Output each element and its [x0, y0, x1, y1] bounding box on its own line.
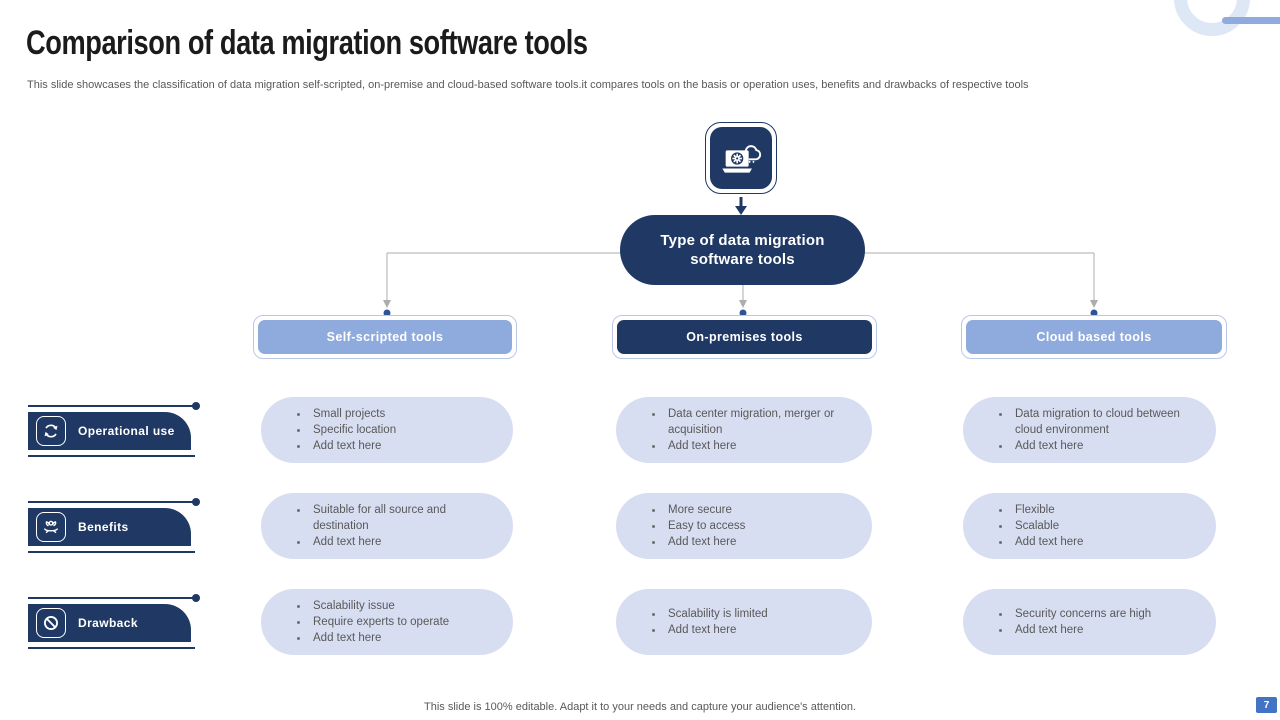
root-icon-frame — [705, 122, 777, 194]
page-number-badge: 7 — [1256, 697, 1277, 713]
ribbon-dot — [192, 402, 200, 410]
laptop-gear-cloud-icon — [710, 127, 772, 189]
bullet-item: • Add text here — [664, 534, 745, 550]
row-label: Operational use — [78, 424, 175, 438]
laptop-gear-cloud-glyph — [718, 135, 764, 181]
bullet-item: • Add text here — [309, 438, 396, 454]
arrow-head-left — [383, 300, 391, 308]
row-ribbon-benefits — [28, 501, 228, 561]
ribbon-top-line — [28, 597, 195, 599]
bullet-item: • Add text here — [664, 438, 856, 454]
root-node — [620, 215, 865, 285]
column-header-label: Self-scripted tools — [258, 320, 512, 354]
column-header-self-scripted — [253, 315, 517, 359]
slide-subtitle: This slide showcases the classification of data migration self-scripted, on-premise and cloud-based software tools.it compares tools on the basis or operation uses, benefits and drawbacks of respective tools — [27, 79, 1029, 91]
cell-drawback-self-scripted — [261, 589, 513, 655]
column-header-cloud-based — [961, 315, 1227, 359]
ribbon-bottom-line — [28, 551, 195, 553]
prohibition-glyph — [41, 613, 61, 633]
cell-drawback-on-premises — [616, 589, 872, 655]
bullet-item: • Scalability issue — [309, 598, 449, 614]
bullet-item: • Require experts to operate — [309, 614, 449, 630]
row-label: Benefits — [78, 520, 129, 534]
cell-operational-self-scripted — [261, 397, 513, 463]
bullet-item: • Add text here — [309, 534, 497, 550]
row-label: Drawback — [78, 616, 138, 630]
bullet-item: • Scalable — [1011, 518, 1083, 534]
column-header-on-premises — [612, 315, 877, 359]
bullet-item: • Add text here — [309, 630, 449, 646]
root-node-label: Type of data migration software tools — [660, 231, 825, 268]
decor-bar — [1222, 17, 1280, 24]
ribbon-dot — [192, 498, 200, 506]
arrow-head-center — [739, 300, 747, 308]
sync-arrows-icon — [36, 416, 66, 446]
bullet-list — [963, 606, 1167, 638]
cell-operational-on-premises — [616, 397, 872, 463]
ribbon-top-line — [28, 501, 195, 503]
page-title: Comparison of data migration software tools — [26, 24, 588, 62]
bullet-item: • Add text here — [1011, 534, 1083, 550]
row-ribbon-drawback — [28, 597, 228, 657]
bullet-list — [963, 502, 1099, 550]
bullet-list — [616, 502, 761, 550]
bullet-item: • Specific location — [309, 422, 396, 438]
bullet-item: • Security concerns are high — [1011, 606, 1151, 622]
root-arrow-head — [735, 206, 747, 215]
bullet-item: • Data migration to cloud between cloud environment — [1011, 406, 1200, 438]
bullet-list — [616, 406, 872, 454]
cell-benefits-on-premises — [616, 493, 872, 559]
cell-operational-cloud — [963, 397, 1216, 463]
bullet-item: • Flexible — [1011, 502, 1083, 518]
column-header-label: Cloud based tools — [966, 320, 1222, 354]
bullet-item: • Data center migration, merger or acquisition — [664, 406, 856, 438]
ribbon-bottom-line — [28, 455, 195, 457]
ribbon-dot — [192, 594, 200, 602]
bullet-item: • Suitable for all source and destination — [309, 502, 497, 534]
ribbon-banner — [28, 412, 191, 450]
row-ribbon-operational-use — [28, 405, 228, 465]
cell-benefits-self-scripted — [261, 493, 513, 559]
bullet-item: • Small projects — [309, 406, 396, 422]
column-header-label: On-premises tools — [617, 320, 872, 354]
bullet-list — [261, 502, 513, 550]
ribbon-bottom-line — [28, 647, 195, 649]
bullet-item: • Add text here — [1011, 438, 1200, 454]
bullet-item: • Add text here — [664, 622, 768, 638]
ribbon-top-line — [28, 405, 195, 407]
bullet-list — [261, 406, 412, 454]
cell-benefits-cloud — [963, 493, 1216, 559]
footer-note: This slide is 100% editable. Adapt it to your needs and capture your audience's attention. — [424, 701, 856, 713]
bullet-item: • Add text here — [1011, 622, 1151, 638]
ribbon-banner — [28, 508, 191, 546]
arrow-head-right — [1090, 300, 1098, 308]
bullet-list — [616, 606, 784, 638]
hands-care-glyph — [41, 517, 61, 537]
bullet-item: • More secure — [664, 502, 745, 518]
sync-arrows-glyph — [41, 421, 61, 441]
prohibition-icon — [36, 608, 66, 638]
cell-drawback-cloud — [963, 589, 1216, 655]
bullet-list — [261, 598, 465, 646]
ribbon-banner — [28, 604, 191, 642]
bullet-item: • Scalability is limited — [664, 606, 768, 622]
bullet-item: • Easy to access — [664, 518, 745, 534]
bullet-list — [963, 406, 1216, 454]
hands-care-icon — [36, 512, 66, 542]
